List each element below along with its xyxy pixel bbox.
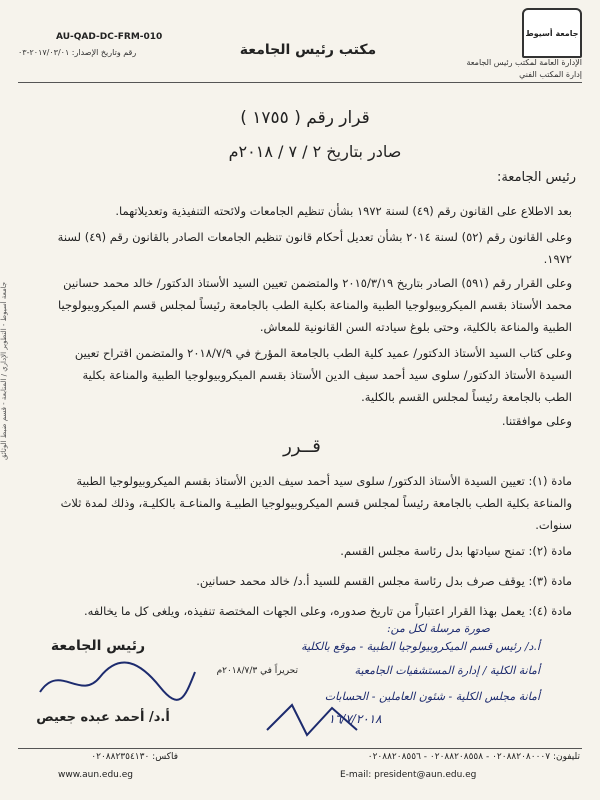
handwritten-copy-to: صورة مرسلة لكل من:: [386, 622, 490, 635]
recital-4: وعلى كتاب السيد الأستاذ الدكتور/ عميد كلية الطب بالجامعة المؤرخ في ٢٠١٨/٧/٩ والمتضمن اقتراح تعيين السيدة الأستاذ الدكتور/ سلوى سيد أحمد سيف الدين الأستاذ بقسم الميكروبيولوجيا الطبية والمناعة بكلية الطب بالجامعة رئيساً لمجلس القسم بالكلية.: [74, 346, 572, 404]
stamp-date: ١٦/٧/٢٠١٨: [328, 712, 382, 726]
decision-number: قرار رقم ( ١٧٥٥ ): [240, 108, 370, 128]
handwritten-line-1: أ.د/ رئيس قسم الميكروبيولوجيا الطبية - موقع بالكلية: [301, 640, 540, 653]
recital-2: وعلى القانون رقم (٥٢) لسنة ٢٠١٤ بشأن تعديل أحكام قانون تنظيم الجامعات الصادر بالقانون رقم (٤٩) لسنة ١٩٧٢.: [57, 230, 572, 266]
issue-date: صادر بتاريخ ٢ / ٧ / ٢٠١٨م: [228, 142, 402, 161]
addressee: رئيس الجامعة:: [496, 170, 576, 185]
edited-date: تحريراً في ٢٠١٨/٧/٣م: [216, 666, 298, 676]
department-line-1: الإدارة العامة لمكتب رئيس الجامعة: [466, 58, 582, 67]
form-code: AU-QAD-DC-FRM-010: [56, 32, 163, 42]
footer-fax: فاكس: ٠٢٠٨٨٢٣٥٤١٣٠: [91, 752, 178, 762]
recital-5: وعلى موافقتنا.: [501, 414, 572, 428]
article-1: مادة (١): تعيين السيدة الأستاذ الدكتور/ سلوى سيد أحمد سيف الدين الأستاذ بقسم الميكروبيولوجيا الطبية والمناعة بكلية الطب بالجامعة رئيساً لمجلس قسم الميكروبيولوجيا الطبيـة والمناعـة بالكليـة، وذلك لمدة ثلاث سنوات.: [60, 474, 572, 532]
recital-3: وعلى القرار رقم (٥٩١) الصادر بتاريخ ٢٠١٥/٣/١٩ والمتضمن تعيين السيد الأستاذ الدكتور/ خالد محمد حسانين محمد الأستاذ بقسم الميكروبيولوجيا الطبية والمناعة بكلية الطب بالجامعة رئيساً لمجلس قسم الميكروبيولوجيا الطبية والمناعة بالكلية، وحتى بلوغ سيادته السن القانونية للمعاش.: [58, 276, 572, 334]
footer-tel: تليفون: ٠٢٠٨٨٢٠٨٠٠٠٧ - ٠٢٠٨٨٢٠٨٥٥٨ - ٠٢٠٨٨٢٠٨٥٥٦: [367, 752, 580, 762]
decides-heading: قــرر: [283, 436, 321, 457]
header-divider: [18, 82, 582, 83]
logo-text: جامعة أسيوط: [525, 28, 579, 38]
footer-divider: [18, 748, 582, 749]
handwritten-line-3: أمانة مجلس الكلية - شئون العاملين - الحسابات: [324, 690, 540, 703]
handwritten-line-2: أمانة الكلية / إدارة المستشفيات الجامعية: [354, 664, 540, 677]
recital-1: بعد الاطلاع على القانون رقم (٤٩) لسنة ١٩٧٢ بشأن تنظيم الجامعات ولائحته التنفيذية وتعديلاتهما.: [115, 204, 572, 218]
article-2: مادة (٢): تمنح سيادتها بدل رئاسة مجلس القسم.: [340, 544, 572, 558]
signatory-name: أ.د/ أحمد عبده جعيص: [36, 710, 170, 725]
form-date: رقم وتاريخ الإصدار: ٢٠١٧/٠٣/٠١-٠٣: [18, 48, 137, 57]
signature-title: رئيس الجامعة: [50, 638, 146, 654]
article-3: مادة (٣): يوقف صرف بدل رئاسة مجلس القسم للسيد أ.د/ خالد محمد حسانين.: [196, 574, 572, 588]
office-title: مكتب رئيس الجامعة: [239, 42, 377, 58]
article-4: مادة (٤): يعمل بهذا القرار اعتباراً من تاريخ صدوره، وعلى الجهات المختصة تنفيذه، ويلغى كل ما يخالفه.: [84, 604, 572, 618]
department-line-2: إدارة المكتب الفني: [519, 70, 582, 79]
signature-scribble-icon: [30, 652, 200, 712]
footer-website[interactable]: www.aun.edu.eg: [58, 770, 133, 780]
footer-email[interactable]: E-mail: president@aun.edu.eg: [340, 770, 477, 780]
side-note: جامعة أسيوط - التطوير الإداري / المتابعة - قسم ضبط الوثائق: [0, 281, 8, 460]
university-logo: [522, 8, 582, 58]
